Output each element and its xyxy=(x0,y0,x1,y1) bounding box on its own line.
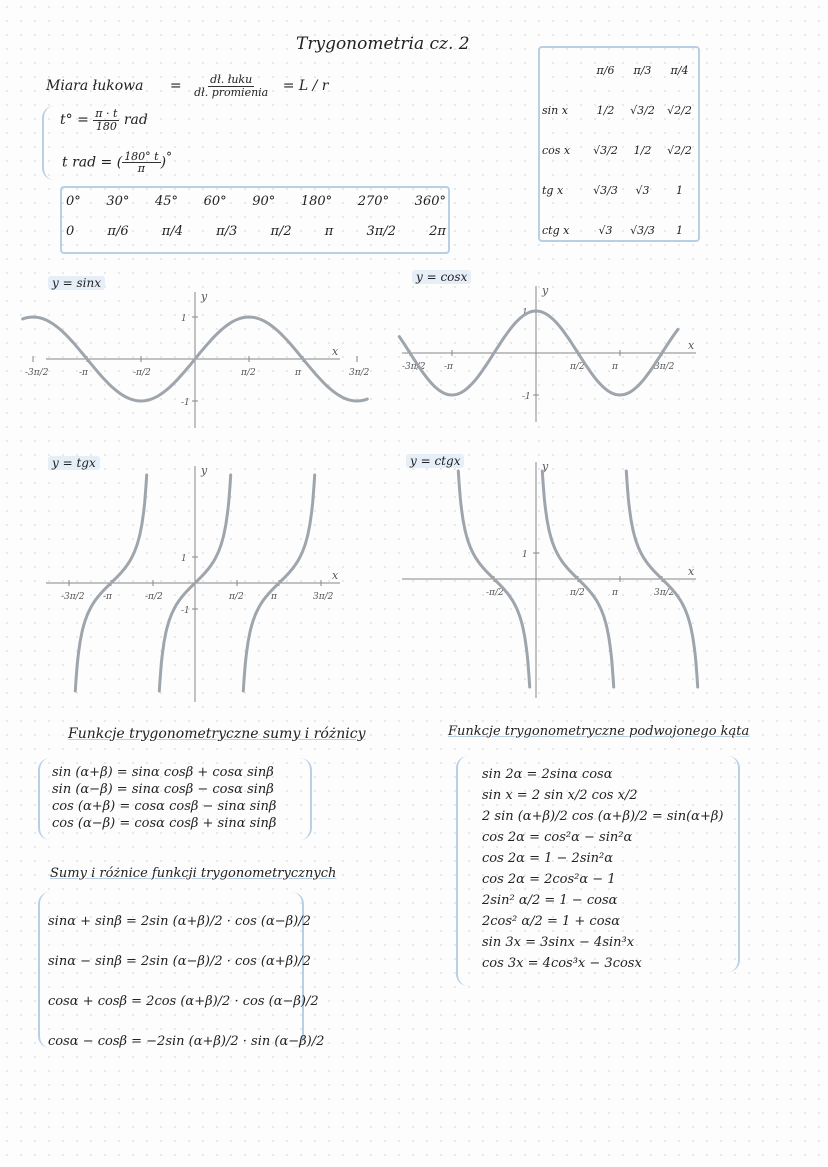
table-cell: √3/3 xyxy=(593,183,618,197)
page-title: Trygonometria cz. 2 xyxy=(296,34,470,54)
graph-label-cos: y = cosx xyxy=(412,270,471,284)
x-tick-label: -π/2 xyxy=(133,368,151,378)
angles-box xyxy=(60,186,450,254)
formula-line: sin 3x = 3sinx − 4sin³x xyxy=(482,935,635,950)
sin-graph xyxy=(25,284,370,434)
table-cell: √3/2 xyxy=(593,143,618,157)
angle-degree: 270° xyxy=(357,194,390,209)
angle-radian: π/6 xyxy=(107,224,129,239)
x-tick-label: π xyxy=(612,362,618,372)
x-axis-label: x xyxy=(332,345,339,358)
formula-line: cosα − cosβ = −2sin (α+β)/2 · sin (α−β)/2 xyxy=(48,1034,325,1049)
y-tick-label: 1 xyxy=(181,314,187,324)
conversion-brace xyxy=(42,106,54,180)
formula-line: sinα + sinβ = 2sin (α+β)/2 · cos (α−β)/2 xyxy=(48,914,311,929)
formula-line: sinα − sinβ = 2sin (α−β)/2 · cos (α+β)/2 xyxy=(48,954,311,969)
angle-radian: 3π/2 xyxy=(366,224,396,239)
x-tick-label: 3π/2 xyxy=(349,368,370,378)
y-tick-label: -1 xyxy=(522,392,531,402)
x-tick-label: -π/2 xyxy=(145,592,163,602)
table-row-function: cos x xyxy=(542,143,571,157)
table-row xyxy=(540,130,698,170)
x-tick-label: 3π/2 xyxy=(313,592,334,602)
table-cell: √3/2 xyxy=(630,103,655,117)
x-axis-label: x xyxy=(688,565,695,578)
table-cell: √3/3 xyxy=(630,223,655,237)
angle-radian: 2π xyxy=(429,224,446,239)
graph-label-sin: y = sinx xyxy=(48,276,105,290)
x-tick-label: π/2 xyxy=(570,362,585,372)
formula-line: sin (α+β) = sinα cosβ + cosα sinβ xyxy=(52,765,274,780)
x-tick-label: -3π/2 xyxy=(25,368,49,378)
x-tick-label: -3π/2 xyxy=(61,592,85,602)
angle-degree: 180° xyxy=(300,194,333,209)
x-tick-label: π xyxy=(295,368,301,378)
table-row-function: sin x xyxy=(542,103,568,117)
formula-line: 2cos² α/2 = 1 + cosα xyxy=(482,914,620,929)
angle-radian: π/2 xyxy=(270,224,292,239)
x-tick-label: -π xyxy=(103,592,112,602)
radian-fraction: $\frac{\text{dł. łuku}}{\text{dł. promienia}}$ xyxy=(194,73,269,99)
table-cell: √3 xyxy=(635,183,650,197)
y-tick-label: 1 xyxy=(522,308,528,318)
sums-title: Sumy i różnice funkcji trygonometrycznych xyxy=(50,866,337,881)
double-angle-brace-right xyxy=(728,756,740,972)
graph-label-ctg: y = ctgx xyxy=(406,454,464,468)
double-angle-formulas xyxy=(482,764,723,974)
table-row-function: ctg x xyxy=(542,223,570,237)
x-tick-label: π xyxy=(612,588,618,598)
angle-degree: 90° xyxy=(252,194,276,209)
table-row-function: tg x xyxy=(542,183,564,197)
y-tick-label: -1 xyxy=(181,398,190,408)
table-cell: 1 xyxy=(675,183,683,197)
graph-label-tg: y = tgx xyxy=(48,456,100,470)
table-row xyxy=(540,90,698,130)
radian-definition xyxy=(46,74,329,98)
formula-line: cos 2α = 2cos²α − 1 xyxy=(482,872,616,887)
table-cell: 1/2 xyxy=(633,143,652,157)
formula-line: 2sin² α/2 = 1 − cosα xyxy=(482,893,618,908)
formula-line: cos (α+β) = cosα cosβ − sinα sinβ xyxy=(52,799,277,814)
trig-values-table xyxy=(538,46,700,242)
rad-to-deg: t rad = ( $\frac{180^\circ t}{\pi}$ )° xyxy=(62,149,172,176)
angle-radian: π/3 xyxy=(216,224,238,239)
angle-radian: 0 xyxy=(66,224,75,239)
sums-formulas xyxy=(48,902,324,1062)
x-tick-label: -π/2 xyxy=(486,588,504,598)
y-axis-label: y xyxy=(542,460,549,473)
x-axis-label: x xyxy=(332,569,339,582)
angle-degree: 60° xyxy=(203,194,227,209)
angle-radian: π/4 xyxy=(161,224,183,239)
x-tick-label: 3π/2 xyxy=(654,588,675,598)
table-cell: 1 xyxy=(675,223,683,237)
ctg-graph xyxy=(396,454,706,704)
y-tick-label: 1 xyxy=(522,550,528,560)
table-row xyxy=(540,210,698,250)
radian-short: = L / r xyxy=(282,78,329,95)
y-axis-label: y xyxy=(201,290,208,303)
angle-degree: 0° xyxy=(66,194,81,209)
angle-degree: 45° xyxy=(154,194,179,209)
radian-label: Miara łukowa xyxy=(46,78,144,95)
x-tick-label: -3π/2 xyxy=(402,362,426,372)
table-header-angle: π/6 xyxy=(596,63,615,77)
table-cell: √3 xyxy=(598,223,613,237)
y-axis-label: y xyxy=(201,464,208,477)
sum-diff-formulas xyxy=(52,764,276,832)
y-axis-label: y xyxy=(542,284,549,297)
table-row xyxy=(540,170,698,210)
x-axis-label: x xyxy=(688,339,695,352)
sum-diff-brace-right xyxy=(300,758,312,840)
x-tick-label: π/2 xyxy=(570,588,585,598)
degrees-row xyxy=(66,194,446,209)
angle-degree: 30° xyxy=(106,194,130,209)
y-tick-label: 1 xyxy=(181,554,187,564)
angle-degree: 360° xyxy=(414,194,446,209)
formula-line: cos 3x = 4cos³x − 3cosx xyxy=(482,956,642,971)
x-tick-label: -π xyxy=(79,368,88,378)
formula-line: sin 2α = 2sinα cosα xyxy=(482,767,613,782)
x-tick-label: π/2 xyxy=(229,592,244,602)
table-cell: √2/2 xyxy=(667,143,692,157)
table-cell: 1/2 xyxy=(596,103,615,117)
radian-eq: = xyxy=(169,78,182,95)
formula-line: cosα + cosβ = 2cos (α+β)/2 · cos (α−β)/2 xyxy=(48,994,319,1009)
formula-line: sin (α−β) = sinα cosβ − cosα sinβ xyxy=(52,782,274,797)
formula-line: cos 2α = 1 − 2sin²α xyxy=(482,851,614,866)
radians-row xyxy=(66,224,446,239)
x-tick-label: -π xyxy=(444,362,453,372)
x-tick-label: π/2 xyxy=(241,368,256,378)
deg-to-rad: t° = $\frac{\pi \cdot t}{180}$ rad xyxy=(60,107,148,133)
x-tick-label: π xyxy=(271,592,277,602)
y-tick-label: -1 xyxy=(181,606,190,616)
double-angle-brace-left xyxy=(456,756,468,986)
formula-line: 2 sin (α+β)/2 cos (α+β)/2 = sin(α+β) xyxy=(482,809,724,824)
tg-graph xyxy=(40,458,350,708)
cos-graph xyxy=(396,278,706,428)
formula-line: cos 2α = cos²α − sin²α xyxy=(482,830,633,845)
sum-diff-brace-left xyxy=(38,758,50,840)
sum-diff-title: Funkcje trygonometryczne sumy i różnicy xyxy=(68,726,366,742)
x-tick-label: 3π/2 xyxy=(654,362,675,372)
table-cell: √2/2 xyxy=(667,103,692,117)
formula-line: sin x = 2 sin x/2 cos x/2 xyxy=(482,788,638,803)
values-grid xyxy=(540,50,698,250)
table-header-angle: π/4 xyxy=(670,63,689,77)
formula-line: cos (α−β) = cosα cosβ + sinα sinβ xyxy=(52,816,277,831)
angle-radian: π xyxy=(324,224,334,239)
table-header-angle: π/3 xyxy=(633,63,652,77)
double-angle-title: Funkcje trygonometryczne podwojonego kąta xyxy=(448,724,750,739)
